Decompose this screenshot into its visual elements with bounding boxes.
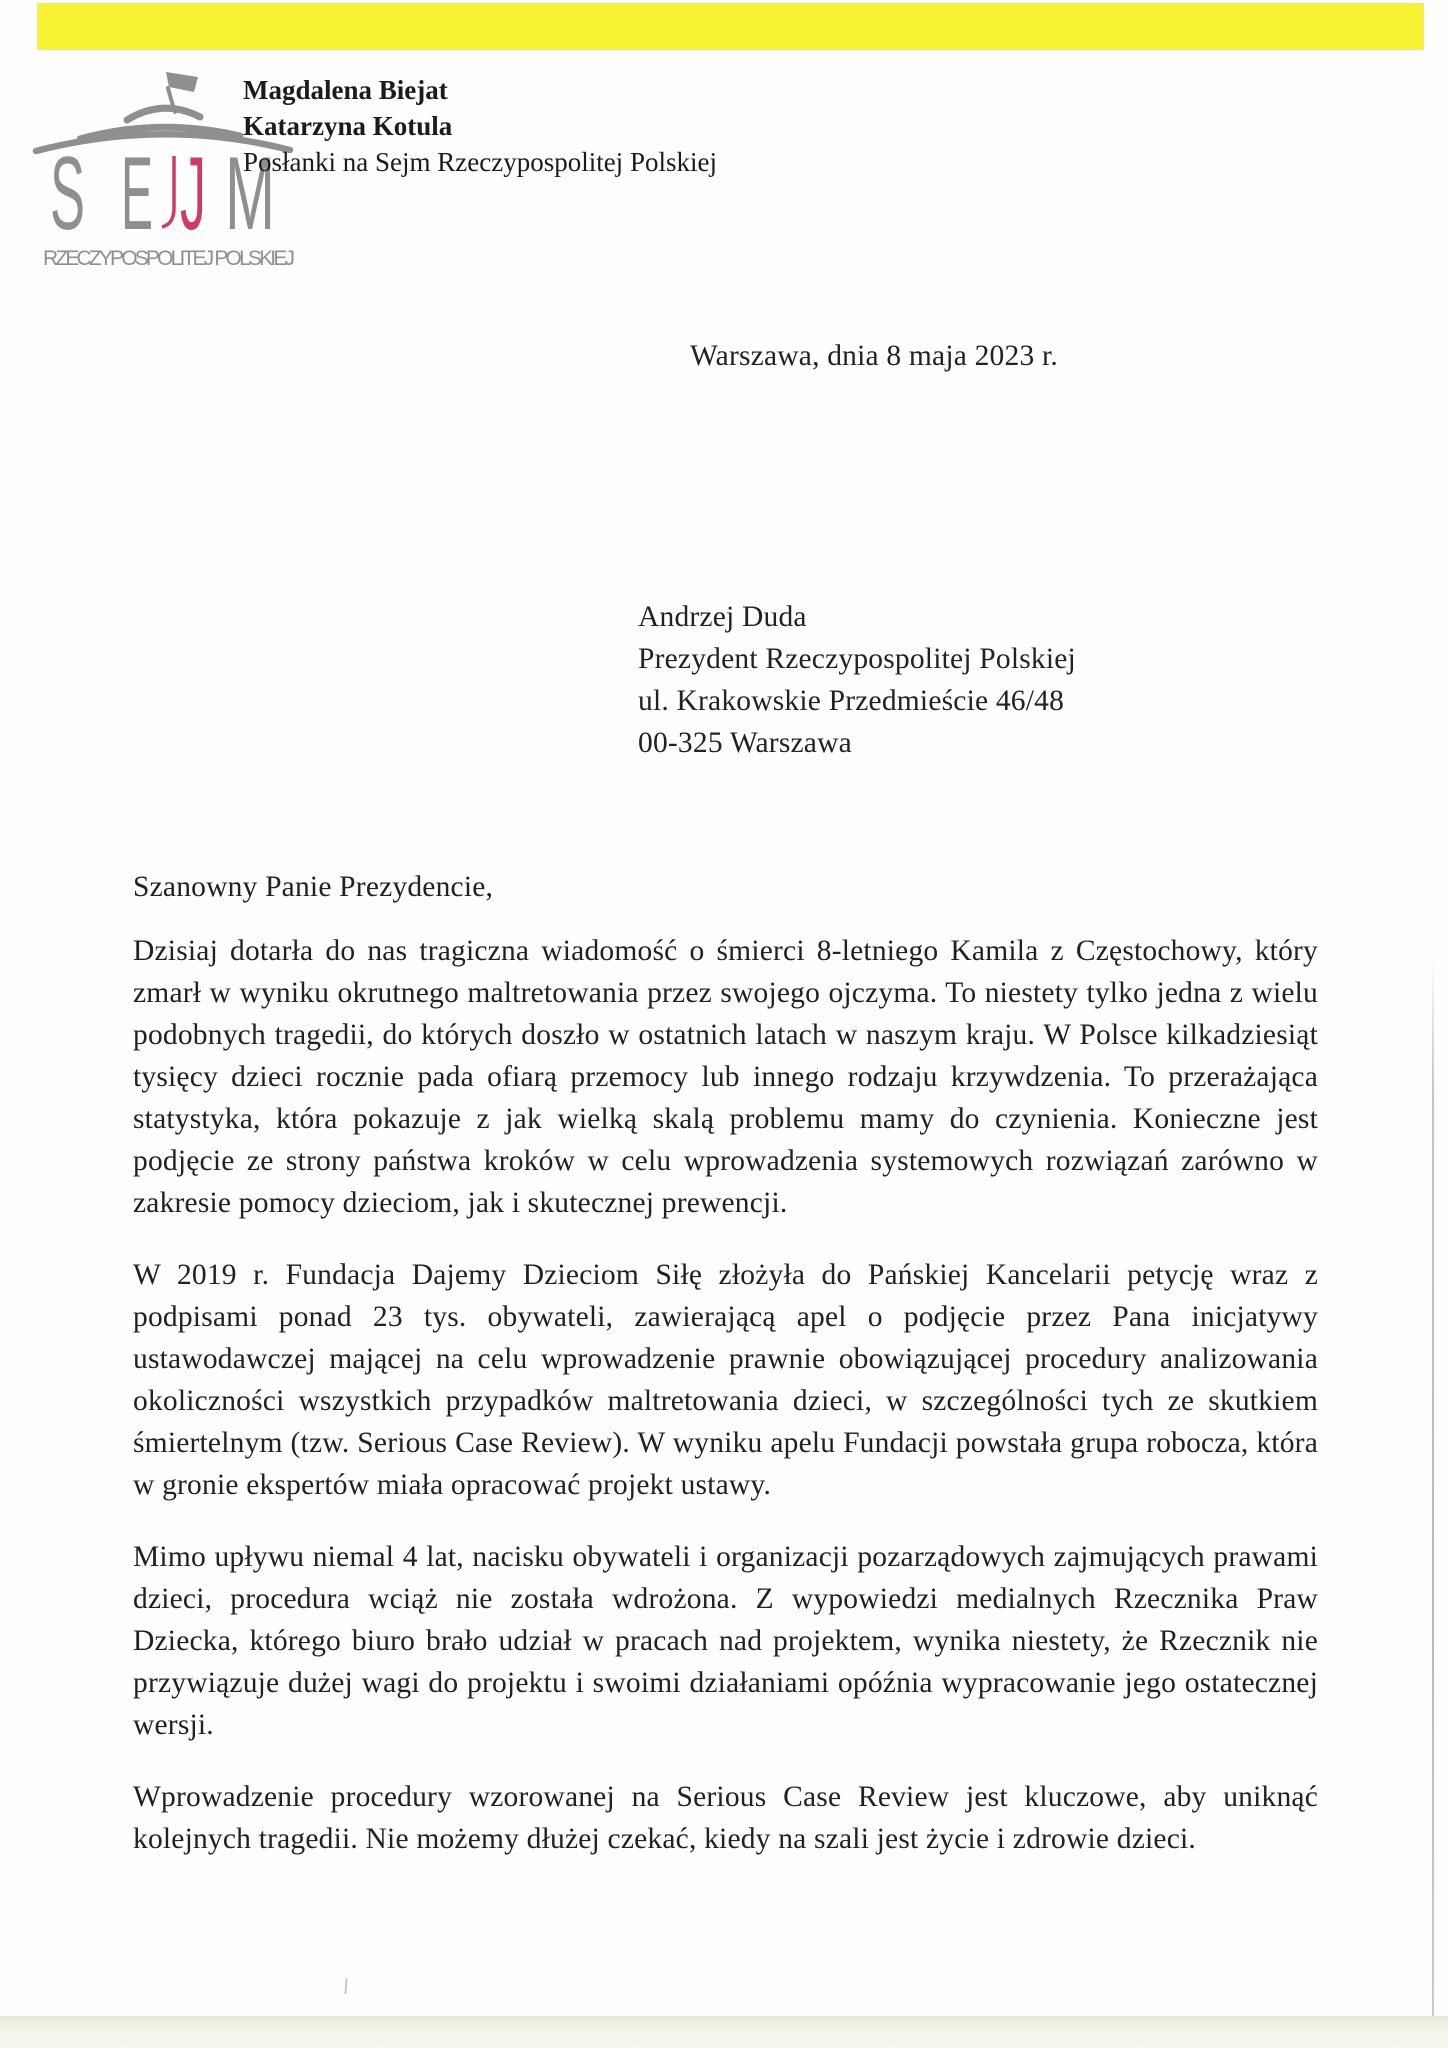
scan-artifact-right-line	[1432, 958, 1434, 2040]
logo-letter-s: S	[50, 136, 85, 252]
paragraph-3: Mimo upływu niemal 4 lat, nacisku obywateli i organizacji pozarządowych zajmujących prawami dzieci, procedura wciąż nie została wdrożona. Z wypowiedzi medialnych Rzecznika Praw Dziecka, którego biuro brało udział w pracach nad projektem, wynika niestety, że Rzecznik nie przywiązuje dużej wagi do projektu i swoimi działaniami opóźnia wypracowanie jego ostatecznej wersji.	[133, 1541, 1318, 1741]
sender-name-2: Katarzyna Kotula	[243, 111, 453, 141]
salutation: Szanowny Panie Prezydencie,	[133, 871, 494, 903]
logo-thin-j-stroke	[162, 156, 174, 227]
recipient-street: ul. Krakowskie Przedmieście 46/48	[638, 685, 1065, 717]
bottom-scan-band	[0, 2016, 1448, 2048]
sejm-letters	[50, 136, 275, 252]
letter-body	[133, 866, 1318, 1890]
senders-block	[243, 72, 717, 180]
recipient-name: Andrzej Duda	[638, 601, 807, 633]
yellow-accent-bar	[37, 3, 1424, 50]
sender-role: Posłanki na Sejm Rzeczypospolitej Polskiej	[243, 147, 717, 177]
paragraph-2: W 2019 r. Fundacja Dajemy Dzieciom Siłę złożyła do Pańskiej Kancelarii petycję wraz z podpisami ponad 23 tys. obywateli, zawierającą apel o podjęcie przez Pana inicjatywy ustawodawczej mającej na celu wprowadzenie prawnie obowiązującej procedury analizowania okoliczności wszystkich przypadków maltretowania dzieci, w szczególności tych ze skutkiem śmiertelnym (tzw. Serious Case Review). W wyniku apelu Fundacji powstała grupa robocza, która w gronie ekspertów miała opracować projekt ustawy.	[133, 1259, 1318, 1501]
recipient-city: 00-325 Warszawa	[638, 727, 852, 759]
logo-letter-m: M	[225, 136, 275, 252]
paragraph-1: Dzisiaj dotarła do nas tragiczna wiadomość o śmierci 8-letniego Kamila z Częstochowy, który zmarł w wyniku okrutnego maltretowania przez swojego ojczyma. To niestety tylko jedna z wielu podobnych tragedii, do których doszło w ostatnich latach w naszym kraju. W Polsce kilkadziesiąt tysięcy dzieci rocznie pada ofiarą przemocy lub innego rodzaju krzywdzenia. To przerażająca statystyka, która pokazuje z jak wielką skalą problemu mamy do czynienia. Konieczne jest podjęcie ze strony państwa kroków w celu wprowadzenia systemowych rozwiązań zarówno w zakresie pomocy dzieciom, jak i skutecznej prewencji.	[133, 935, 1318, 1219]
logo-letter-e: E	[121, 136, 153, 252]
logo-caption: RZECZYPOSPOLITEJ POLSKIEJ	[43, 247, 295, 270]
recipient-block	[638, 596, 1076, 764]
scan-artifact-speck	[344, 1978, 347, 1994]
paragraph-4: Wprowadzenie procedury wzorowanej na Serious Case Review jest kluczowe, aby uniknąć kolejnych tragedii. Nie możemy dłużej czekać, kiedy na szali jest życie i zdrowie dzieci.	[133, 1781, 1318, 1855]
recipient-title: Prezydent Rzeczypospolitej Polskiej	[638, 643, 1076, 675]
logo-letter-j: J	[180, 136, 206, 252]
dateline: Warszawa, dnia 8 maja 2023 r.	[690, 340, 1058, 372]
sender-name-1: Magdalena Biejat	[243, 75, 448, 105]
